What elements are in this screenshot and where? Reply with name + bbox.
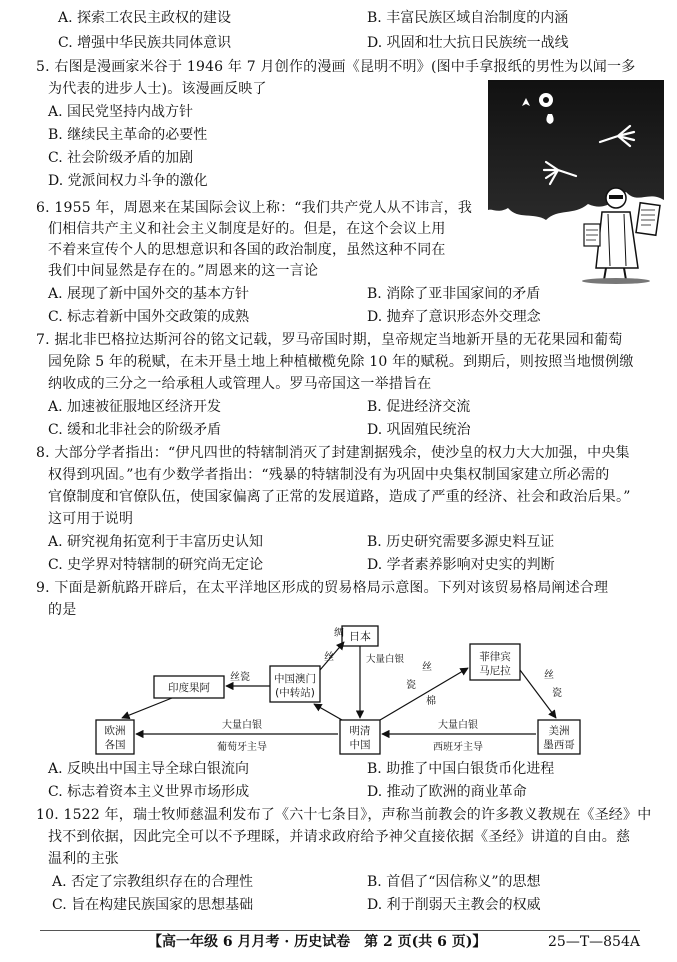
q5-stem-line-2: 为代表的进步人士)。该漫画反映了 — [48, 81, 267, 97]
q6-option-d: D. 抛弃了意识形态外交理念 — [367, 309, 541, 325]
q9-option-d: D. 推动了欧洲的商业革命 — [367, 784, 527, 800]
q6-stem-line-2: 们相信共产主义和社会主义制度是好的。但是，在这个会议上用 — [48, 221, 446, 237]
q8-option-c: C. 史学界对特辖制的研究尚无定论 — [48, 557, 264, 573]
pacific-trade-diagram — [92, 622, 592, 758]
q4-option-b: B. 丰富民族区域自治制度的内涵 — [367, 10, 569, 26]
kunming-cartoon-image — [488, 80, 664, 285]
node-philippines-line-2: 马尼拉 — [479, 665, 511, 677]
q6-stem-line-4: 我们中间显然是存在的。”周恩来的这一言论 — [48, 263, 319, 279]
node-europe-line-1: 欧洲 — [104, 725, 126, 737]
q10-option-d: D. 利于削弱天主教会的权威 — [367, 897, 541, 913]
q8-option-a: A. 研究视角拓宽利于丰富历史认知 — [48, 534, 264, 550]
q10-stem-line-2: 找不到依据，因此完全可以不予理睬，并请求政府给予神父直接依据《圣经》讲道的自由。慈 — [48, 829, 631, 845]
node-japan: 日本 — [349, 630, 371, 643]
q7-stem-line-2: 园免除 5 年的税赋，在未开垦土地上种植橄榄免除 10 年的赋税。到期后，则按照当地惯例缴 — [48, 354, 634, 370]
q6-option-b: B. 消除了亚非国家间的矛盾 — [367, 286, 541, 302]
q7-option-c: C. 缓和北非社会的阶级矛盾 — [48, 422, 222, 438]
label-silk-porcelain-goa: 丝瓷 — [230, 672, 250, 683]
q6-option-c: C. 标志着新中国外交政策的成熟 — [48, 309, 250, 325]
node-goa: 印度果阿 — [168, 682, 210, 694]
q10-stem-line-1: 10. 1522 年，瑞士牧师慈温利发布了《六十七条目》，声称当前教会的许多教义教规在《圣经》中 — [36, 807, 652, 823]
q9-stem-line-2: 的是 — [48, 602, 77, 618]
node-philippines-line-1: 菲律宾 — [479, 651, 511, 663]
node-europe-line-2: 各国 — [104, 739, 126, 751]
q8-stem-line-2: 权得到巩固。”也有少数学者指出：“残暴的特辖制没有为巩固中央集权制国家建立所必需的 — [48, 467, 610, 483]
q5-option-b: B. 继续民主革命的必要性 — [48, 127, 208, 143]
q9-option-b: B. 助推了中国白银货币化进程 — [367, 761, 555, 777]
label-spain-dominated: 西班牙主导 — [433, 742, 483, 753]
q8-option-b: B. 历史研究需要多源史料互证 — [367, 534, 555, 550]
footer-divider — [40, 930, 640, 931]
q9-option-c: C. 标志着资本主义世界市场形成 — [48, 784, 250, 800]
q4-option-a: A. 探索工农民主政权的建设 — [58, 10, 232, 26]
q9-stem-line-1: 9. 下面是新航路开辟后，在太平洋地区形成的贸易格局示意图。下列对该贸易格局阐述合理 — [36, 580, 609, 596]
q8-stem-line-3: 官僚制度和官僚队伍，使国家偏离了正常的发展道路，造成了严重的经济、社会和政治后果。” — [48, 489, 631, 505]
label-porcelain-manila: 瓷 — [406, 680, 416, 691]
q4-option-d: D. 巩固和壮大抗日民族统一战线 — [367, 35, 569, 51]
q5-option-c: C. 社会阶级矛盾的加剧 — [48, 150, 194, 166]
label-porcelain-mexico: 瓷 — [552, 688, 562, 699]
label-silver-left: 大量白银 — [222, 720, 262, 731]
q10-stem-line-3: 温利的主张 — [48, 851, 119, 867]
q7-option-a: A. 加速被征服地区经济开发 — [48, 399, 222, 415]
node-america-line-2: 墨西哥 — [543, 739, 575, 751]
node-china-line-1: 明清 — [349, 725, 371, 737]
label-silver-right: 大量白银 — [438, 720, 478, 731]
label-silk-1: 丝 — [324, 652, 334, 663]
label-cotton-manila: 棉 — [426, 696, 436, 707]
q7-stem-line-1: 7. 据北非巴格拉达斯河谷的铭文记载，罗马帝国时期，皇帝规定当地新开垦的无花果园和葡萄 — [36, 332, 623, 348]
q8-stem-line-1: 8. 大部分学者指出：“伊凡四世的特辖制消灭了封建割据残余，使沙皇的权力大大加强，中央集 — [36, 445, 630, 461]
q5-option-a: A. 国民党坚持内战方针 — [48, 104, 194, 120]
node-macau-line-1: 中国澳门 — [274, 673, 316, 685]
q10-option-a: A. 否定了宗教组织存在的合理性 — [52, 874, 254, 890]
label-silver-japan: 大量白银 — [366, 654, 405, 665]
q10-option-b: B. 首倡了“因信称义”的思想 — [367, 874, 541, 890]
q5-option-d: D. 党派间权力斗争的激化 — [48, 173, 208, 189]
q4-option-c: C. 增强中华民族共同体意识 — [58, 35, 232, 51]
q7-option-b: B. 促进经济交流 — [367, 399, 471, 415]
node-macau-line-2: (中转站) — [275, 687, 315, 699]
q6-option-a: A. 展现了新中国外交的基本方针 — [48, 286, 250, 302]
node-china-line-2: 中国 — [349, 739, 371, 751]
label-portugal-dominated: 葡萄牙主导 — [217, 742, 267, 753]
q8-option-d: D. 学者素养影响对史实的判断 — [367, 557, 555, 573]
q6-stem-line-1: 6. 1955 年，周恩来在某国际会议上称：“我们共产党人从不讳言，我 — [36, 200, 473, 216]
q9-option-a: A. 反映出中国主导全球白银流向 — [48, 761, 250, 777]
q10-option-c: C. 旨在构建民族国家的思想基础 — [52, 897, 254, 913]
label-silk-2: 绸 — [334, 628, 344, 639]
q5-stem-line-1: 5. 右图是漫画家米谷于 1946 年 7 月创作的漫画《昆明不明》(图中手拿报纸的男性为以闻一多 — [36, 59, 636, 75]
footer-code: 25—T—854A — [548, 934, 640, 950]
label-silk-mexico: 丝 — [544, 670, 554, 681]
q7-stem-line-3: 纳收成的三分之一给承租人或管理人。罗马帝国这一举措旨在 — [48, 376, 432, 392]
q6-stem-line-3: 不着来宣传个人的思想意识和各国的政治制度，虽然这种不同在 — [48, 242, 446, 258]
label-silk-manila: 丝 — [422, 662, 432, 673]
q8-stem-line-4: 这可用于说明 — [48, 511, 134, 527]
footer-title: 【高一年级 6 月月考 · 历史试卷 第 2 页(共 6 页)】 — [148, 934, 487, 950]
node-america-line-1: 美洲 — [548, 725, 570, 737]
q7-option-d: D. 巩固殖民统治 — [367, 422, 471, 438]
